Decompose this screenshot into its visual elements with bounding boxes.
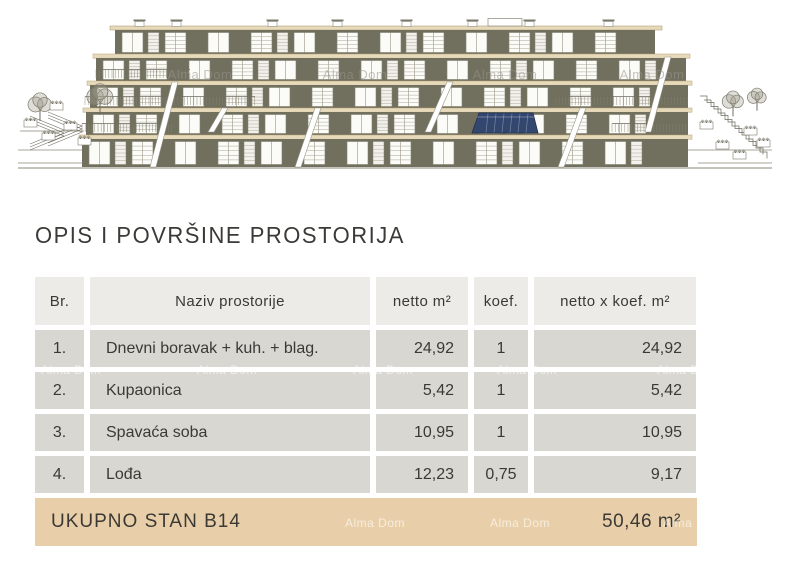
koef-cell: 1 xyxy=(474,330,528,367)
koef-cell: 1 xyxy=(474,414,528,451)
watermark: Alma Dom xyxy=(663,516,724,530)
table-row xyxy=(35,372,697,409)
header-koef-cell: koef. xyxy=(474,277,528,325)
watermark: Alma Dom xyxy=(497,363,558,377)
room-name-cell: Spavaća soba xyxy=(90,414,370,451)
watermark: Alma Dom xyxy=(353,363,414,377)
header-br-cell: Br. xyxy=(35,277,84,325)
netto-koef-cell: 9,17 xyxy=(534,456,696,493)
watermark: Alma Dom xyxy=(322,67,388,82)
room-name-cell: Kupaonica xyxy=(90,372,370,409)
table-footer-row xyxy=(35,498,697,546)
total-label: UKUPNO STAN B14 xyxy=(51,511,241,532)
netto-koef-cell: 24,92 xyxy=(534,330,696,367)
table-header-row xyxy=(35,277,697,325)
koef-cell: 1 xyxy=(474,372,528,409)
watermark: Alma Dom xyxy=(41,363,102,377)
watermark: Alma Dom xyxy=(619,67,685,82)
netto-koef-cell: 10,95 xyxy=(534,414,696,451)
building-graphics xyxy=(18,19,772,169)
netto-cell: 5,42 xyxy=(376,372,468,409)
netto-cell: 12,23 xyxy=(376,456,468,493)
page-title: OPIS I POVRŠINE PROSTORIJA xyxy=(35,222,405,248)
netto-koef-cell: 5,42 xyxy=(534,372,696,409)
total-area-value: 50,46 m² xyxy=(602,511,681,532)
watermark: Alma Dom xyxy=(197,363,258,377)
room-name-cell: Dnevni boravak + kuh. + blag. xyxy=(90,330,370,367)
watermark: Alma Dom xyxy=(472,67,538,82)
netto-cell: 24,92 xyxy=(376,330,468,367)
header-room-name-cell: Naziv prostorije xyxy=(90,277,370,325)
header-netto-cell: netto m² xyxy=(376,277,468,325)
table-row xyxy=(35,414,697,451)
row-number-cell: 3. xyxy=(35,414,84,451)
watermark: Alma Dom xyxy=(490,516,551,530)
row-number-cell: 2. xyxy=(35,372,84,409)
room-name-cell: Lođa xyxy=(90,456,370,493)
watermark: Alma Dom xyxy=(657,363,718,377)
header-netto-koef-cell: netto x koef. m² xyxy=(534,277,696,325)
table-row xyxy=(35,330,697,367)
building-elevation-drawing xyxy=(0,0,787,225)
watermark: Alma Dom xyxy=(167,67,233,82)
row-number-cell: 1. xyxy=(35,330,84,367)
row-number-cell: 4. xyxy=(35,456,84,493)
rooms-table xyxy=(35,277,724,546)
watermark: Alma Dom xyxy=(345,516,406,530)
koef-cell: 0,75 xyxy=(474,456,528,493)
netto-cell: 10,95 xyxy=(376,414,468,451)
table-row xyxy=(35,456,697,493)
